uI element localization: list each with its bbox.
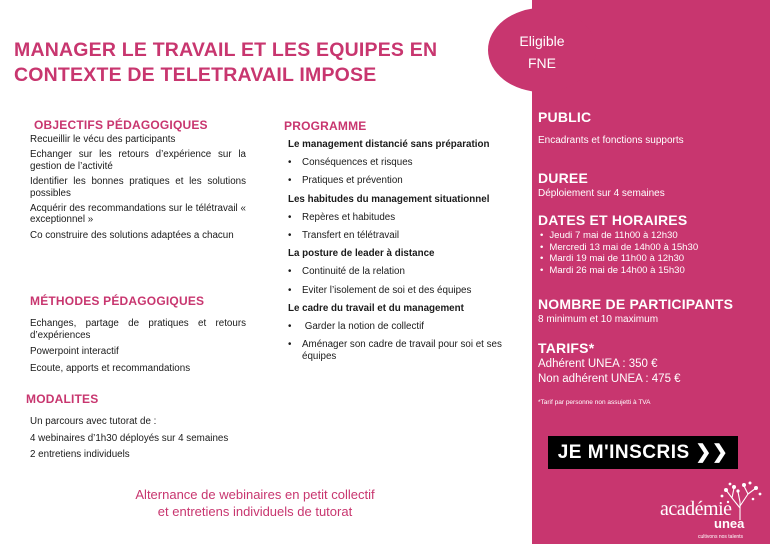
objectifs-heading: OBJECTIFS PÉDAGOGIQUES	[34, 118, 208, 132]
dates-list	[538, 230, 764, 276]
tarifs-heading: TARIFS*	[538, 340, 595, 356]
tarif-non-adherent: Non adhérent UNEA : 475 €	[538, 373, 681, 385]
date-item: • Jeudi 7 mai de 11h00 à 12h30	[540, 230, 764, 242]
logo-brand: unea	[714, 516, 745, 531]
modalites-heading: MODALITES	[26, 392, 99, 406]
footer-line-2: et entretiens individuels de tutorat	[157, 504, 353, 519]
objectif-item: Acquérir des recommandations sur le télétravail « exceptionnel »	[30, 202, 246, 226]
date-item: • Mercredi 13 mai de 14h00 à 15h30	[540, 242, 764, 254]
programme-subtitle: Les habitudes du management situationnel	[288, 193, 490, 205]
dates-heading: DATES ET HORAIRES	[538, 212, 688, 228]
date-item: • Mardi 26 mai de 14h00 à 15h30	[540, 265, 764, 277]
methode-item: Ecoute, apports et recommandations	[30, 362, 191, 374]
programme-item: • Continuité de la relation	[288, 266, 528, 279]
methode-item: Powerpoint interactif	[30, 346, 119, 358]
footer-tagline	[70, 486, 440, 520]
programme-item: • Transfert en télétravail	[288, 230, 528, 243]
tarif-adherent: Adhérent UNEA : 350 €	[538, 358, 658, 370]
participants-section	[538, 296, 764, 326]
eligible-fne-badge	[488, 8, 596, 92]
date-item: • Mardi 19 mai de 11h00 à 12h30	[540, 253, 764, 265]
title-line-1: MANAGER LE TRAVAIL ET LES EQUIPES EN	[14, 39, 438, 61]
page-title	[14, 38, 484, 88]
methodes-list	[30, 318, 246, 378]
badge-line-1: Eligible	[519, 33, 565, 49]
programme-subtitle: La posture de leader à distance	[288, 248, 435, 260]
objectif-item: Echanger sur les retours d’expérience sur la gestion de l’activité	[30, 149, 246, 172]
programme-item: • Conséquences et risques	[288, 157, 528, 170]
logo-word: académie	[660, 498, 732, 520]
title-line-2: CONTEXTE DE TELETRAVAIL IMPOSE	[14, 64, 377, 86]
methode-item: Echanges, partage de pratiques et retours d’expériences	[30, 318, 246, 341]
programme-item: • Eviter l’isolement de soi et des équipes	[288, 285, 528, 298]
footer-line-1: Alternance de webinaires en petit collectif	[135, 487, 375, 502]
participants-heading: NOMBRE DE PARTICIPANTS	[538, 296, 734, 312]
academie-unea-logo	[658, 480, 764, 542]
programme-heading: PROGRAMME	[284, 119, 367, 133]
objectif-item: Co construire des solutions adaptées a chacun	[30, 229, 234, 241]
modalites-list	[30, 416, 246, 464]
badge-line-2: FNE	[528, 55, 556, 71]
modalite-item: 4 webinaires d’1h30 déployés sur 4 semaines	[30, 432, 229, 444]
methodes-heading: MÉTHODES PÉDAGOGIQUES	[30, 294, 205, 308]
objectif-item: Recueillir le vécu des participants	[30, 134, 176, 145]
programme-item: • Pratiques et prévention	[288, 175, 528, 188]
register-button[interactable]: JE M'INSCRIS ❯❯	[548, 436, 738, 469]
logo-tagline: cultivons nos talents	[698, 534, 744, 540]
public-text: Encadrants et fonctions supports	[538, 135, 684, 146]
programme-item: • Garder la notion de collectif	[288, 321, 528, 334]
duree-text: Déploiement sur 4 semaines	[538, 188, 665, 199]
duree-section	[538, 170, 764, 200]
modalite-item: 2 entretiens individuels	[30, 449, 130, 461]
programme-item: • Aménager son cadre de travail pour soi et ses équipes	[288, 339, 528, 363]
programme-item: • Repères et habitudes	[288, 212, 528, 225]
programme-subtitle: Le management distancié sans préparation	[288, 139, 490, 150]
objectifs-list	[30, 134, 246, 245]
modalite-item: Un parcours avec tutorat de :	[30, 416, 157, 427]
tarif-note: *Tarif par personne non assujetti à TVA	[538, 399, 651, 406]
public-heading: PUBLIC	[538, 109, 592, 125]
programme-list	[288, 139, 528, 369]
tarifs-section	[538, 340, 764, 409]
programme-subtitle: Le cadre du travail et du management	[288, 302, 464, 314]
duree-heading: DUREE	[538, 170, 589, 186]
objectif-item: Identifier les bonnes pratiques et les solutions possibles	[30, 175, 246, 199]
dates-section	[538, 212, 764, 276]
participants-text: 8 minimum et 10 maximum	[538, 314, 659, 325]
public-section	[538, 109, 764, 147]
